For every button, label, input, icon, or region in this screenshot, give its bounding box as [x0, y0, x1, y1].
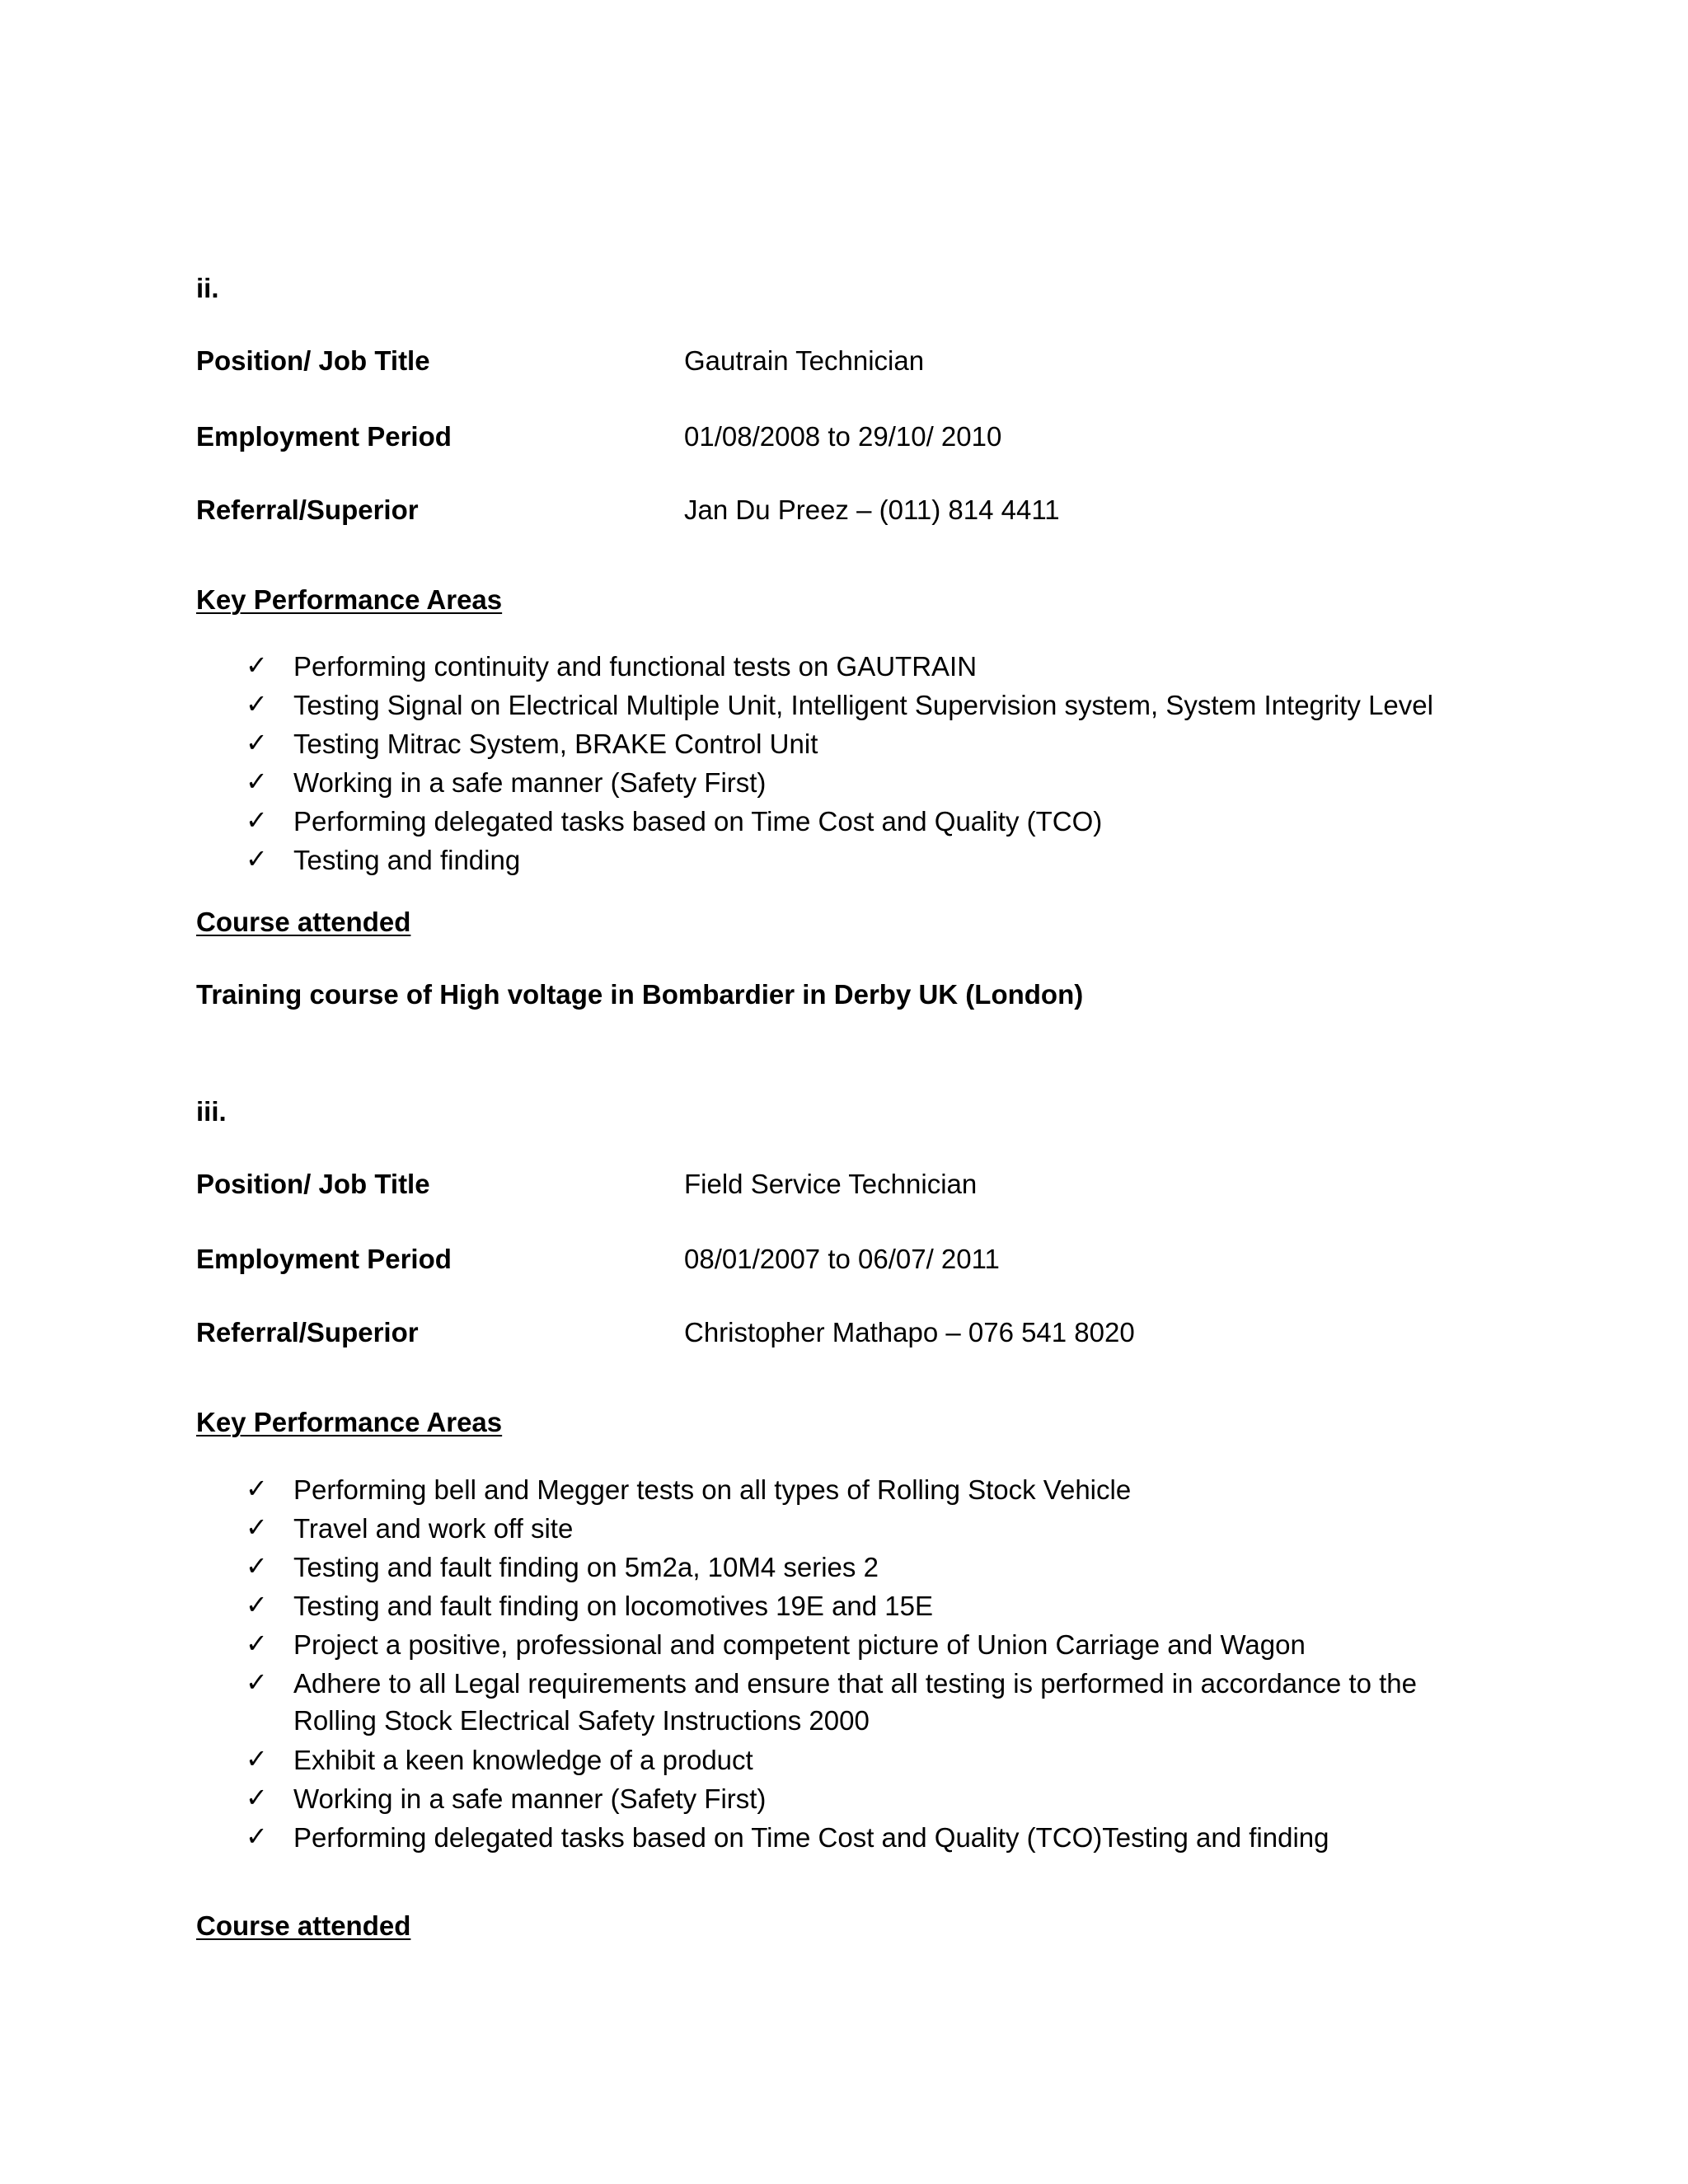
- list-item-text: Adhere to all Legal requirements and ensure that all testing is performed in accordance to the: [293, 1668, 1417, 1699]
- list-item-text: Travel and work off site: [293, 1513, 574, 1544]
- list-item: [0, 724, 1688, 763]
- checkmark-icon: ✓: [246, 1628, 268, 1659]
- checkmark-icon: ✓: [246, 1743, 268, 1774]
- list-item-text: Testing and fault finding on locomotives 19E and 15E: [293, 1591, 934, 1621]
- field-value-employment-period: 01/08/2008 to 29/10/ 2010: [684, 421, 1002, 452]
- list-item-text: Project a positive, professional and competent picture of Union Carriage and Wagon: [293, 1629, 1306, 1660]
- list-item: [0, 1779, 1688, 1818]
- list-item-text: Testing and fault finding on 5m2a, 10M4 series 2: [293, 1552, 879, 1582]
- field-value-position: Gautrain Technician: [684, 345, 925, 376]
- list-item: [0, 763, 1688, 802]
- section-numeral: iii.: [196, 1096, 227, 1127]
- checkmark-icon: ✓: [246, 1473, 268, 1504]
- list-item-continuation: [0, 1701, 1688, 1740]
- field-value-position: Field Service Technician: [684, 1169, 978, 1199]
- course-text: Training course of High voltage in Bombardier in Derby UK (London): [196, 979, 1084, 1010]
- checkmark-icon: ✓: [246, 688, 268, 719]
- list-item-text: Working in a safe manner (Safety First): [293, 1783, 767, 1814]
- field-value-referral: Christopher Mathapo – 076 541 8020: [684, 1317, 1135, 1347]
- list-item: [0, 1586, 1688, 1625]
- field-label-referral: Referral/Superior: [196, 1317, 419, 1347]
- list-item-text: Performing delegated tasks based on Time Cost and Quality (TCO)Testing and finding: [293, 1822, 1329, 1853]
- list-item-text: Performing continuity and functional tests on GAUTRAIN: [293, 651, 978, 682]
- list-item-text: Performing delegated tasks based on Time Cost and Quality (TCO): [293, 806, 1103, 837]
- field-value-referral: Jan Du Preez – (011) 814 4411: [684, 494, 1060, 525]
- checkmark-icon: ✓: [246, 766, 268, 797]
- kpa-heading: Key Performance Areas: [196, 584, 503, 615]
- list-item: [0, 647, 1688, 686]
- checkmark-icon: ✓: [246, 1821, 268, 1852]
- list-item-text: Working in a safe manner (Safety First): [293, 767, 767, 798]
- list-item-text: Performing bell and Megger tests on all types of Rolling Stock Vehicle: [293, 1474, 1132, 1505]
- checkmark-icon: ✓: [246, 727, 268, 758]
- section-numeral: ii.: [196, 273, 219, 303]
- list-item: [0, 841, 1688, 879]
- checkmark-icon: ✓: [246, 804, 268, 836]
- list-item: [0, 802, 1688, 841]
- checkmark-icon: ✓: [246, 1666, 268, 1698]
- kpa-heading: Key Performance Areas: [196, 1407, 503, 1437]
- checkmark-icon: ✓: [246, 649, 268, 681]
- list-item: [0, 1509, 1688, 1548]
- checkmark-icon: ✓: [246, 843, 268, 874]
- field-label-position: Position/ Job Title: [196, 1169, 430, 1199]
- course-heading: Course attended: [196, 1910, 411, 1941]
- list-item: [0, 686, 1688, 724]
- list-item-text: Testing Signal on Electrical Multiple Unit, Intelligent Supervision system, System Integrity Level: [293, 690, 1433, 720]
- list-item-text: Exhibit a keen knowledge of a product: [293, 1745, 753, 1775]
- course-heading: Course attended: [196, 907, 411, 937]
- field-label-employment-period: Employment Period: [196, 421, 452, 452]
- list-item: [0, 1818, 1688, 1857]
- list-item: [0, 1741, 1688, 1779]
- checkmark-icon: ✓: [246, 1511, 268, 1543]
- checkmark-icon: ✓: [246, 1550, 268, 1582]
- checkmark-icon: ✓: [246, 1782, 268, 1813]
- list-item-text: Testing and finding: [293, 845, 521, 875]
- field-label-referral: Referral/Superior: [196, 494, 419, 525]
- list-item: [0, 1470, 1688, 1509]
- checkmark-icon: ✓: [246, 1589, 268, 1620]
- field-value-employment-period: 08/01/2007 to 06/07/ 2011: [684, 1244, 1000, 1274]
- list-item: [0, 1664, 1688, 1703]
- list-item-text: Rolling Stock Electrical Safety Instructions 2000: [293, 1705, 870, 1736]
- field-label-position: Position/ Job Title: [196, 345, 430, 376]
- field-label-employment-period: Employment Period: [196, 1244, 452, 1274]
- list-item: [0, 1625, 1688, 1664]
- list-item-text: Testing Mitrac System, BRAKE Control Unit: [293, 729, 818, 759]
- list-item: [0, 1548, 1688, 1586]
